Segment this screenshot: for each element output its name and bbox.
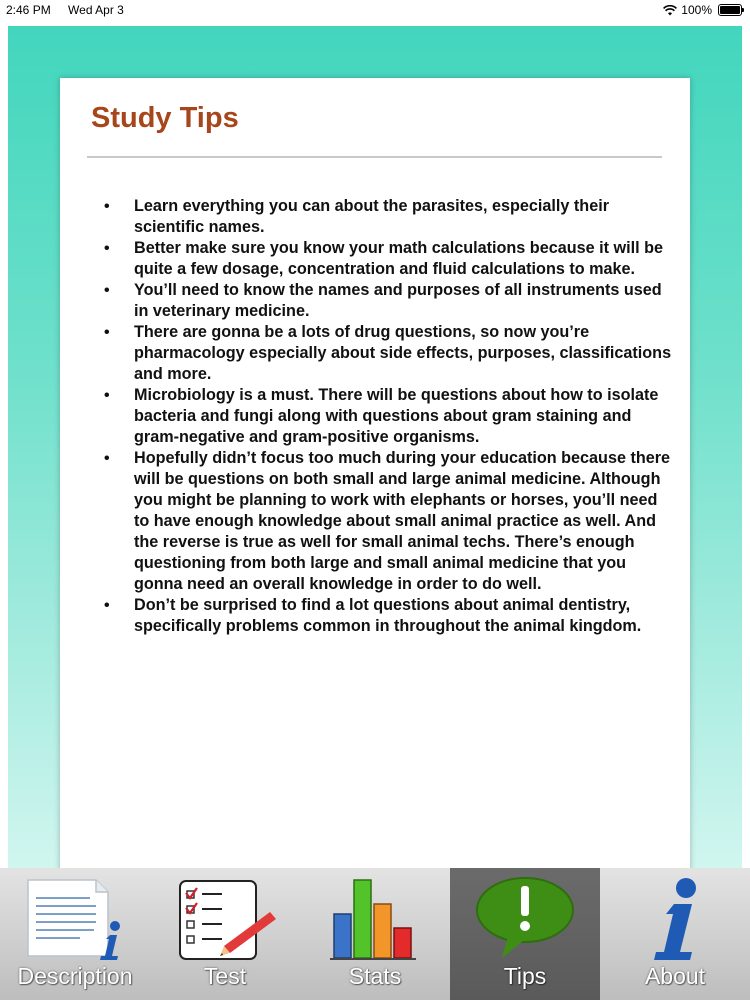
wifi-icon (663, 5, 677, 16)
tip-item: • Hopefully didn’t focus too much during your education because there will be questions on both small and large animal medicine. Although you might be planning to work with elephants or horses, you’ll need to have enough knowledge about small animal practice as well. And the reverse is true as well for small animal techs. There’s enough questioning from both large and small animal medicine that you gonna need an overall knowledge in order to do well. (134, 448, 674, 595)
tab-label: About (644, 963, 706, 989)
battery-percent: 100% (681, 3, 712, 17)
status-bar (0, 0, 750, 22)
checklist-pencil-icon (150, 876, 300, 964)
page-title: Study Tips (91, 102, 239, 134)
tip-item: • Better make sure you know your math calculations because it will be quite a few dosage, concentration and fluid calculations to make. (134, 238, 674, 280)
battery-icon (718, 4, 742, 16)
tab-description[interactable] (0, 868, 150, 1000)
tip-item: • Don’t be surprised to find a lot questions about animal dentistry, specifically problems common in throughout the animal kingdom. (134, 595, 674, 637)
info-icon (600, 876, 750, 964)
speech-bubble-exclamation-icon (450, 876, 600, 964)
bar-chart-icon (300, 876, 450, 964)
tab-test[interactable] (150, 868, 300, 1000)
status-date: Wed Apr 3 (68, 3, 124, 17)
tips-card (60, 78, 690, 878)
tab-label: Tips (503, 963, 547, 989)
tab-stats[interactable] (300, 868, 450, 1000)
tab-label: Description (17, 963, 133, 989)
tab-label: Test (203, 963, 247, 989)
tab-label: Stats (348, 963, 402, 989)
tip-item: • Microbiology is a must. There will be questions about how to isolate bacteria and fungi along with questions about gram staining and gram-negative and gram-positive organisms. (134, 385, 674, 448)
title-divider (87, 156, 662, 158)
tab-about[interactable] (600, 868, 750, 1000)
tip-item: • There are gonna be a lots of drug questions, so now you’re pharmacology especially about side effects, purposes, classifications and more. (134, 322, 674, 385)
tips-list (134, 196, 674, 637)
document-info-icon (0, 876, 150, 964)
tip-item: • Learn everything you can about the parasites, especially their scientific names. (134, 196, 674, 238)
tab-bar (0, 868, 750, 1000)
status-time: 2:46 PM (6, 3, 51, 17)
tab-tips[interactable] (450, 868, 600, 1000)
tip-item: • You’ll need to know the names and purposes of all instruments used in veterinary medicine. (134, 280, 674, 322)
